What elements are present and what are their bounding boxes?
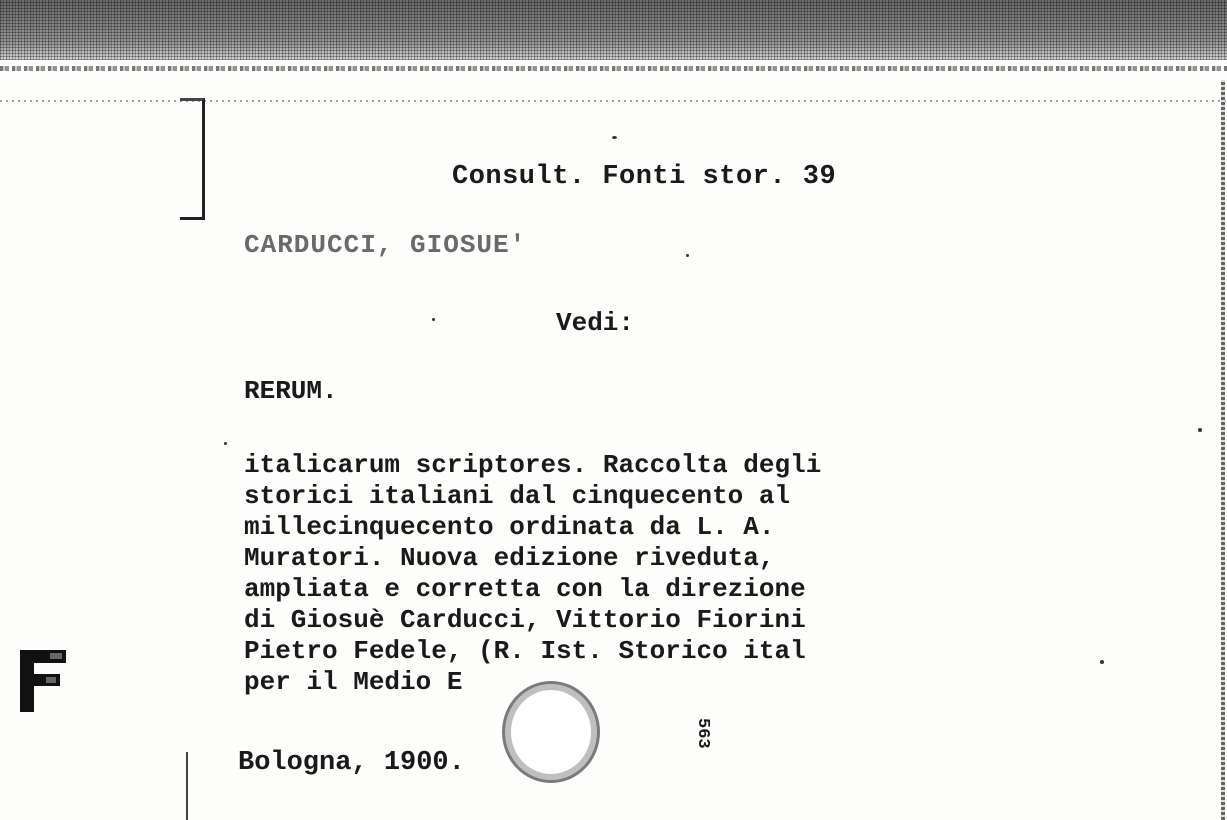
entry-line: Muratori. Nuova edizione riveduta, xyxy=(244,543,775,573)
scan-speck xyxy=(1100,660,1104,664)
side-number: 563 xyxy=(693,718,712,749)
entry-line: italicarum scriptores. Raccolta degli xyxy=(244,450,822,480)
entry-line: storici italiani dal cinquecento al xyxy=(244,481,791,511)
catalog-reference: Consult. Fonti stor. 39 xyxy=(452,162,837,192)
scan-speck xyxy=(612,136,617,139)
scan-noise-band xyxy=(0,0,1227,60)
card-right-edge xyxy=(1221,80,1225,820)
entry-line: ampliata e corretta con la direzione xyxy=(244,574,806,604)
scan-speck xyxy=(224,442,227,445)
entry-line: di Giosuè Carducci, Vittorio Fiorini xyxy=(244,605,806,635)
punch-hole xyxy=(505,684,597,780)
entry-description xyxy=(244,450,821,698)
card-bracket-mark xyxy=(180,98,205,220)
entry-line: per il Medio E xyxy=(244,667,463,697)
author-heading: CARDUCCI, GIOSUE' xyxy=(244,230,527,260)
see-reference-label: Vedi: xyxy=(556,308,635,338)
imprint: Bologna, 1900. xyxy=(238,748,465,778)
scan-artifact-line xyxy=(0,66,1227,71)
scan-speck xyxy=(1198,428,1202,432)
entry-line: millecinquecento ordinata da L. A. xyxy=(244,512,775,542)
f-tab-icon xyxy=(20,650,66,712)
scan-speck xyxy=(686,254,689,257)
entry-title: RERUM. xyxy=(244,376,338,406)
card-left-rule xyxy=(186,752,188,820)
entry-line: Pietro Fedele, (R. Ist. Storico ital xyxy=(244,636,806,666)
scan-speck xyxy=(432,318,435,321)
